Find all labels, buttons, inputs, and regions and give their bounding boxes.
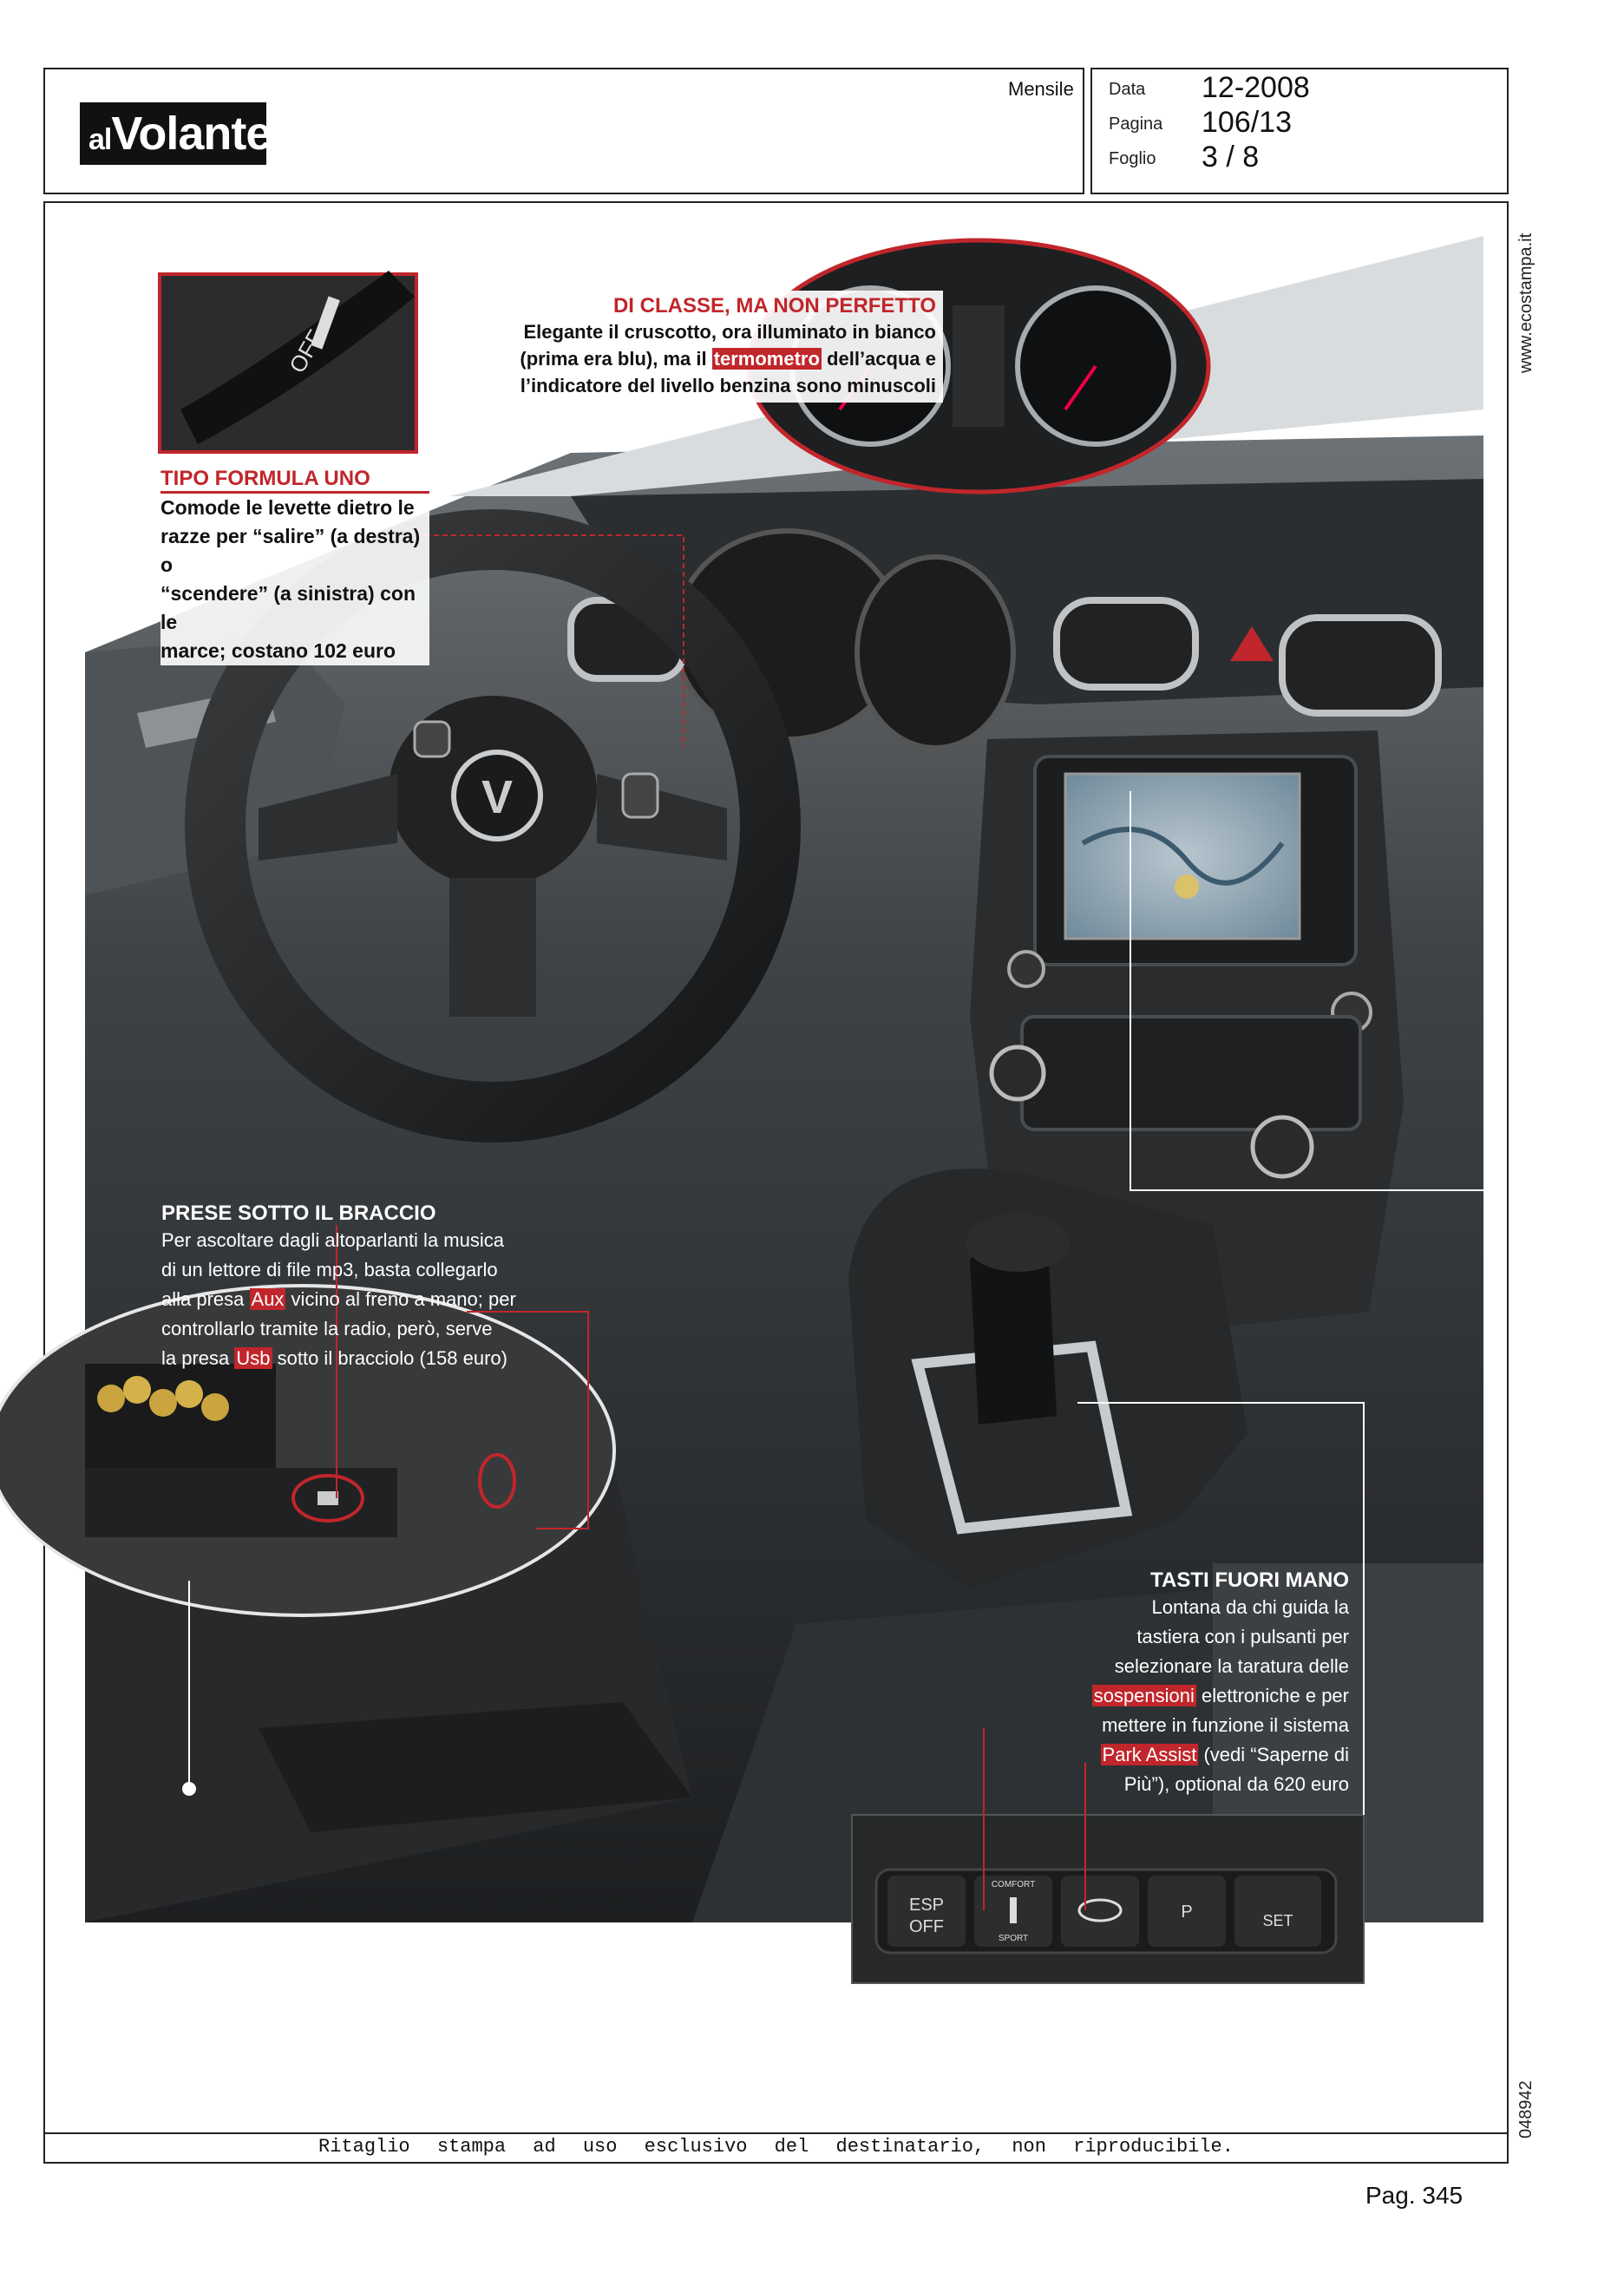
callout-classe-line2	[515, 345, 936, 372]
termometro-highlight: termometro	[713, 348, 820, 370]
callout-tasti-line4-b: elettroniche e per	[1195, 1685, 1349, 1706]
sport-label: SPORT	[998, 1934, 1029, 1943]
side-url-text: www.ecostampa.it	[1516, 232, 1536, 373]
data-label: Data	[1109, 80, 1146, 99]
callout-formula-line4: marce; costano 102 euro	[160, 639, 396, 662]
logo-name: Volante	[111, 108, 272, 160]
side-code	[1509, 2047, 1544, 2143]
callout-formula-title: TIPO FORMULA UNO	[160, 467, 429, 494]
callout-formula-line2: razze per “salire” (a destra) o	[160, 525, 421, 576]
callout-prese-line3-b: vicino al freno a mano; per	[285, 1288, 516, 1310]
callout-formula	[160, 465, 429, 665]
footer-rule	[43, 2132, 1509, 2134]
svg-text:P: P	[1181, 1902, 1193, 1922]
callout-tasti-line6	[1024, 1740, 1349, 1770]
callout-prese-line4: controllarlo tramite la radio, però, serve	[161, 1318, 493, 1339]
side-url	[1509, 217, 1544, 382]
callout-prese-line3	[161, 1285, 569, 1314]
usb-highlight: Usb	[236, 1347, 271, 1369]
callout-formula-line3: “scendere” (a sinistra) con le	[160, 582, 416, 633]
callout-tasti-line3: selezionare la taratura delle	[1114, 1655, 1349, 1677]
page-number: Pag. 345	[1365, 2182, 1464, 2209]
svg-text:V: V	[481, 771, 514, 823]
callout-prese-line2: di un lettore di file mp3, basta collegarlo	[161, 1259, 498, 1280]
callout-tasti-line2: tastiera con i pulsanti per	[1136, 1626, 1349, 1647]
esp-label-1: ESP	[908, 1896, 945, 1915]
callout-classe-line2-b: dell’acqua e	[821, 348, 936, 370]
footer-disclaimer: Ritaglio stampa ad uso esclusivo del destinatario, non riproducibile.	[318, 2136, 1234, 2158]
callout-classe-title: DI CLASSE, MA NON PERFETTO	[612, 294, 936, 318]
callout-tasti-line5: mettere in funzione il sistema	[1102, 1714, 1349, 1736]
callout-prese-line5-a: la presa	[161, 1347, 235, 1369]
magazine-logo	[80, 102, 272, 165]
periodicity: Mensile	[1008, 78, 1074, 100]
callout-prese-line5-b: sotto il bracciolo (158 euro)	[272, 1347, 508, 1369]
data-value: 12-2008	[1202, 71, 1310, 104]
callout-prese-title: PRESE SOTTO IL BRACCIO	[161, 1202, 436, 1225]
callout-tasti-title: TASTI FUORI MANO	[1150, 1568, 1349, 1592]
foglio-value: 3 / 8	[1202, 141, 1260, 174]
callout-prese-line3-a: alla presa	[161, 1288, 250, 1310]
pagina-label: Pagina	[1109, 115, 1163, 134]
callout-formula-line1: Comode le levette dietro le	[160, 496, 415, 519]
callout-tasti-line1: Lontana da chi guida la	[1151, 1596, 1349, 1618]
callout-classe-line1: Elegante il cruscotto, ora illuminato in bianco	[523, 321, 936, 343]
esp-label-2: OFF	[909, 1917, 944, 1936]
set-label: SET	[1262, 1912, 1293, 1929]
callout-prese	[161, 1202, 569, 1373]
side-code-text: 048942	[1516, 2080, 1536, 2138]
sospensioni-highlight: sospensioni	[1093, 1685, 1195, 1706]
pagina-value: 106/13	[1202, 106, 1292, 139]
aux-highlight: Aux	[251, 1288, 285, 1310]
foglio-label: Foglio	[1109, 149, 1156, 168]
callout-classe	[508, 291, 943, 403]
callout-classe-line2-a: (prima era blu), ma il	[520, 348, 712, 370]
comfort-label: COMFORT	[991, 1880, 1036, 1889]
callout-prese-line1: Per ascoltare dagli altoparlanti la musica	[161, 1229, 504, 1251]
paddle-off-label: OFF	[284, 324, 330, 377]
callout-tasti-line4	[1024, 1681, 1349, 1711]
callout-prese-line5	[161, 1344, 569, 1373]
park-assist-highlight: Park Assist	[1102, 1744, 1197, 1765]
callout-tasti	[1024, 1568, 1349, 1799]
callout-tasti-line6-b: (vedi “Saperne di	[1198, 1744, 1349, 1765]
logo-prefix: al	[88, 123, 112, 156]
callout-tasti-line7: Più”), optional da 620 euro	[1123, 1773, 1349, 1795]
callout-classe-line3: l’indicatore del livello benzina sono minuscoli	[520, 375, 936, 396]
